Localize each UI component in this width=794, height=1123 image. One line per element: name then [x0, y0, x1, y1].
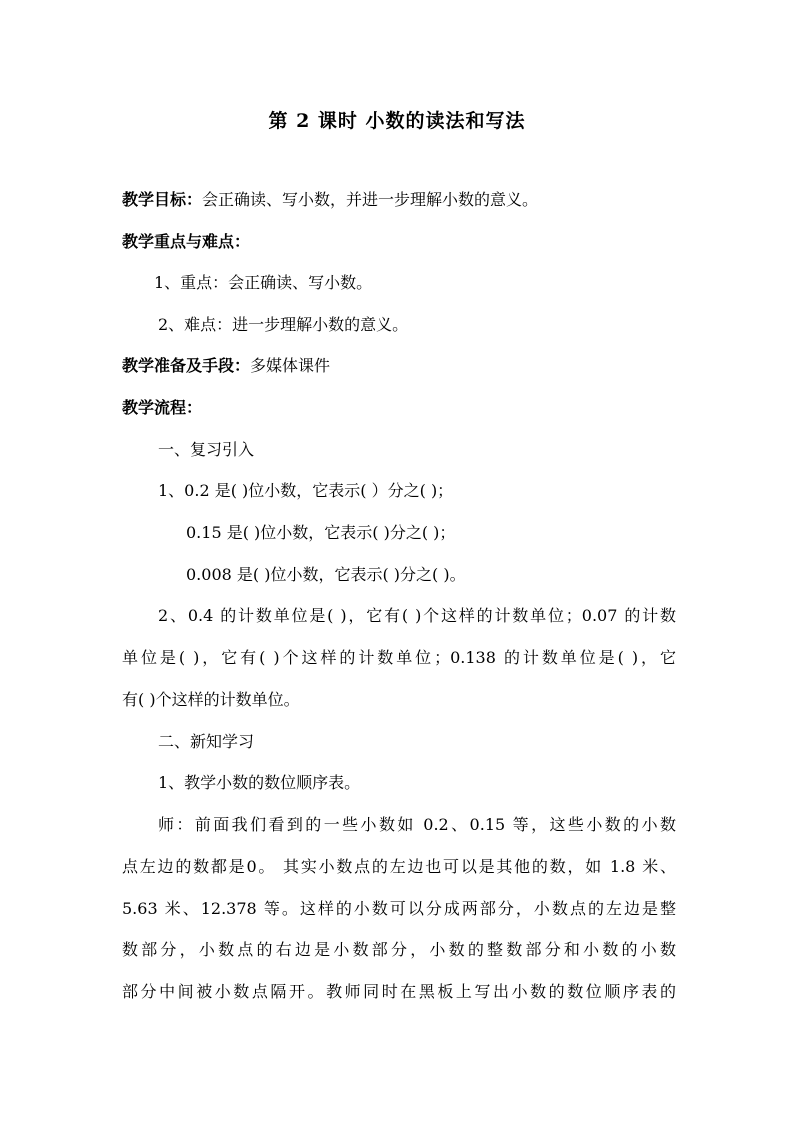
section-heading-review: 一、复习引入	[158, 440, 255, 459]
page-title: 第 2 课时 小数的读法和写法	[268, 110, 526, 132]
teacher-paragraph-line-1: 师：前面我们看到的一些小数如 0.2、0.15 等，这些小数的小数	[158, 815, 676, 834]
objectives-line	[122, 190, 538, 210]
key-points-heading: 教学重点与难点：	[122, 232, 251, 251]
new-knowledge-item-1: 1、教学小数的数位顺序表。	[158, 773, 361, 792]
teacher-paragraph-line-4: 数部分，小数点的右边是小数部分，小数的整数部分和小数的小数	[122, 940, 676, 959]
preparation-label: 教学准备及手段：	[122, 356, 251, 375]
review-question-1b: 0.15 是( )位小数，它表示( )分之( )；	[186, 523, 456, 542]
review-question-1a: 1、0.2 是( )位小数，它表示( ）分之( )；	[158, 481, 454, 500]
key-point-2: 2、难点：进一步理解小数的意义。	[158, 315, 409, 334]
section-heading-new-knowledge: 二、新知学习	[158, 732, 255, 751]
teacher-paragraph-line-3: 5.63 米、12.378 等。这样的小数可以分成两部分，小数点的左边是整	[122, 899, 676, 918]
review-question-1c: 0.008 是( )位小数，它表示( )分之( )。	[186, 565, 466, 584]
preparation-line	[122, 356, 330, 376]
objectives-label: 教学目标：	[122, 190, 203, 209]
preparation-text: 多媒体课件	[250, 356, 331, 375]
review-question-2-line-3: 有( )个这样的计数单位。	[122, 690, 300, 709]
review-question-2-line-2: 单位是( )，它有( )个这样的计数单位；0.138 的计数单位是( )，它	[122, 648, 676, 667]
teacher-paragraph-line-2: 点左边的数都是0。 其实小数点的左边也可以是其他的数，如 1.8 米、	[122, 857, 676, 876]
review-question-2-line-1: 2、0.4 的计数单位是( )，它有( )个这样的计数单位；0.07 的计数	[158, 606, 676, 625]
process-heading: 教学流程：	[122, 398, 203, 417]
key-point-1: 1、重点：会正确读、写小数。	[154, 273, 373, 292]
objectives-text: 会正确读、写小数，并进一步理解小数的意义。	[202, 190, 539, 209]
teacher-paragraph-line-5: 部分中间被小数点隔开。教师同时在黑板上写出小数的数位顺序表的	[122, 982, 676, 1001]
